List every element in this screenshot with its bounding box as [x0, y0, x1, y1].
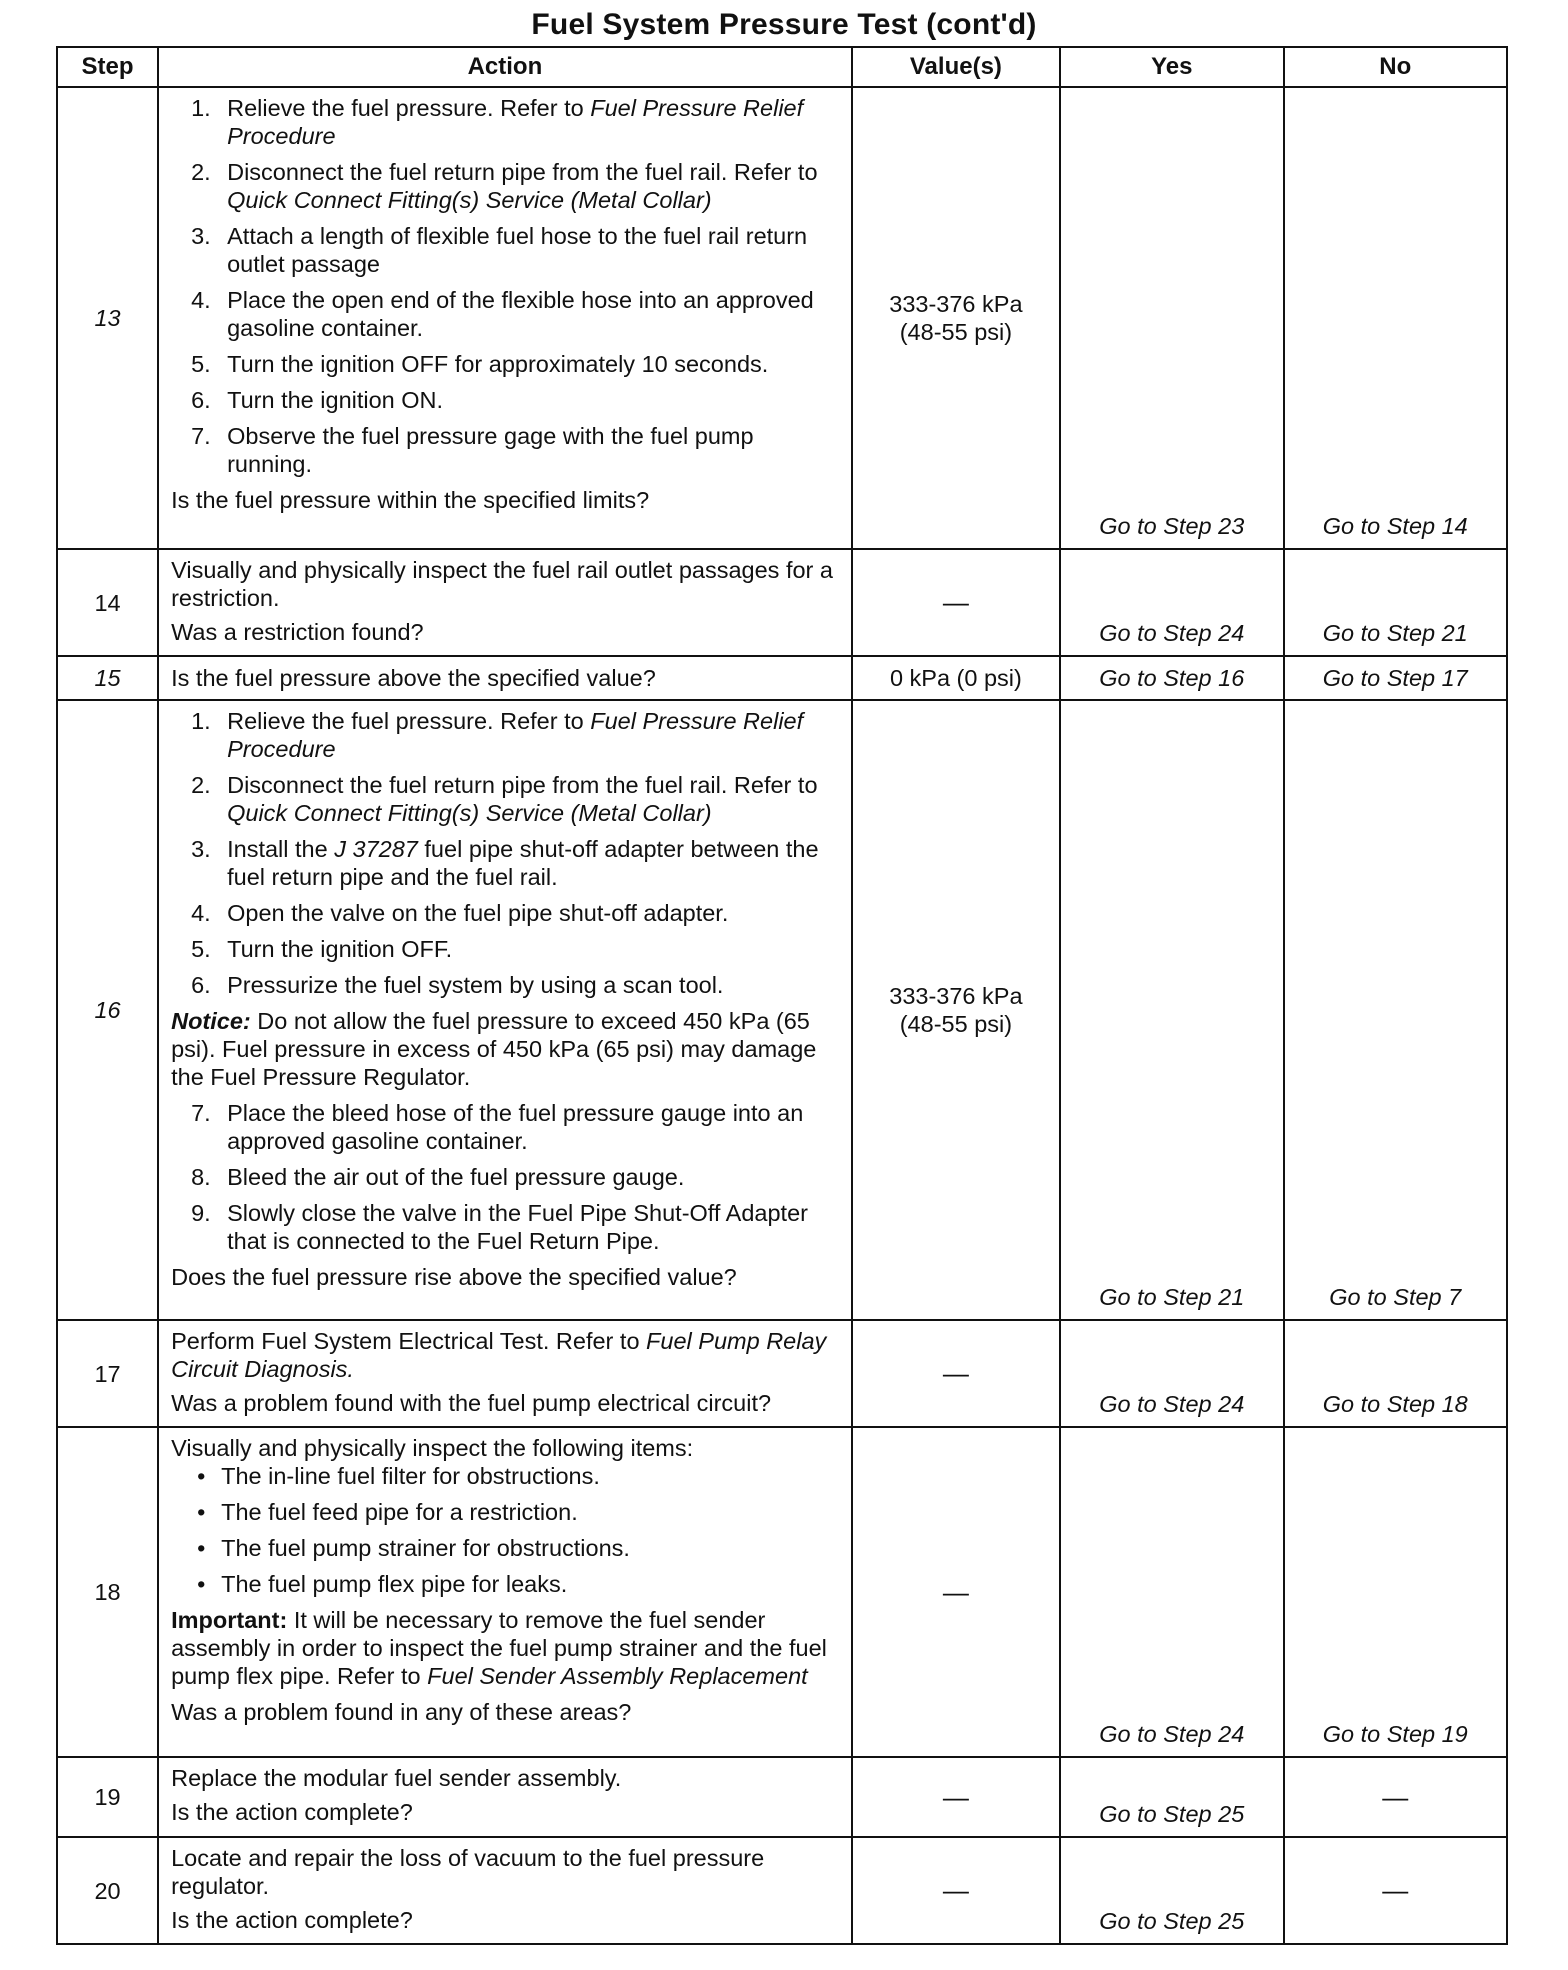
step-number: 14	[57, 549, 158, 656]
value-cell: 0 kPa (0 psi)	[852, 656, 1060, 700]
action-cell	[158, 700, 852, 1320]
yes-go-to-link[interactable]: Go to Step 23	[1060, 87, 1283, 549]
no-go-to-link[interactable]: Go to Step 7	[1284, 700, 1508, 1320]
value-cell: 333-376 kPa (48-55 psi)	[852, 700, 1060, 1320]
list-item: 4. Place the open end of the flexible hose into an approved gasoline container.	[191, 287, 814, 341]
inspection-items-list	[171, 1462, 837, 1598]
step-number: 16	[57, 700, 158, 1320]
no-go-to-link[interactable]: Go to Step 14	[1284, 87, 1508, 549]
action-cell	[158, 549, 852, 656]
table-row-step-13	[57, 87, 1507, 549]
list-item: 1. Relieve the fuel pressure. Refer to Fuel Pressure Relief Procedure	[191, 95, 804, 149]
col-header-no: No	[1284, 47, 1508, 87]
important-label: Important:	[171, 1607, 288, 1633]
action-steps-list	[171, 707, 837, 999]
instruction-text: Visually and physically inspect the fuel rail outlet passages for a restriction.	[171, 557, 833, 611]
table-row-step-15	[57, 656, 1507, 700]
question-text: Is the action complete?	[171, 1907, 413, 1933]
list-item: 2. Disconnect the fuel return pipe from the fuel rail. Refer to Quick Connect Fitting(s) Service (Metal Collar)	[191, 772, 818, 826]
list-item: 5. Turn the ignition OFF for approximately 10 seconds.	[191, 351, 769, 377]
yes-go-to-link[interactable]: Go to Step 24	[1060, 549, 1283, 656]
doc-reference-link[interactable]: Fuel Pump Relay Circuit Diagnosis.	[171, 1328, 827, 1382]
list-item: 5. Turn the ignition OFF.	[191, 936, 453, 962]
table-row-step-17	[57, 1320, 1507, 1427]
step-number: 17	[57, 1320, 158, 1427]
col-header-step: Step	[57, 47, 158, 87]
list-item: • The fuel feed pipe for a restriction.	[171, 1498, 837, 1526]
value-cell: —	[852, 549, 1060, 656]
value-cell: —	[852, 1427, 1060, 1757]
step-number: 19	[57, 1757, 158, 1837]
instruction-text: Visually and physically inspect the following items:	[171, 1435, 694, 1461]
value-cell: 333-376 kPa (48-55 psi)	[852, 87, 1060, 549]
instruction-text: Replace the modular fuel sender assembly.	[171, 1765, 622, 1791]
list-item: 2. Disconnect the fuel return pipe from the fuel rail. Refer to Quick Connect Fitting(s) Service (Metal Collar)	[191, 159, 818, 213]
table-row-step-20	[57, 1837, 1507, 1944]
no-go-to-link[interactable]: Go to Step 21	[1284, 549, 1508, 656]
action-cell	[158, 1837, 852, 1944]
important-text: Important: It will be necessary to remove the fuel sender assembly in order to inspect the fuel pump strainer and the fuel pump flex pipe. Refer to Fuel Sender Assembly Replacement	[171, 1607, 827, 1689]
yes-go-to-link[interactable]: Go to Step 24	[1060, 1320, 1283, 1427]
col-header-action: Action	[158, 47, 852, 87]
question-text: Is the fuel pressure within the specified limits?	[171, 487, 650, 513]
notice-text: Notice: Do not allow the fuel pressure to exceed 450 kPa (65 psi). Fuel pressure in excess of 450 kPa (65 psi) may damage the Fuel Pressure Regulator.	[171, 1008, 817, 1090]
doc-reference-link[interactable]: Fuel Pressure Relief Procedure	[227, 708, 804, 762]
action-steps-list	[171, 1099, 837, 1255]
no-cell: —	[1284, 1837, 1508, 1944]
action-cell	[158, 1320, 852, 1427]
table-row-step-14	[57, 549, 1507, 656]
no-cell: —	[1284, 1757, 1508, 1837]
list-item: 7. Observe the fuel pressure gage with the fuel pump running.	[191, 423, 754, 477]
no-go-to-link[interactable]: Go to Step 18	[1284, 1320, 1508, 1427]
list-item: 3. Install the J 37287 fuel pipe shut-off adapter between the fuel return pipe and the fuel rail.	[191, 836, 819, 890]
list-item: 3. Attach a length of flexible fuel hose to the fuel rail return outlet passage	[191, 223, 808, 277]
table-row-step-18	[57, 1427, 1507, 1757]
action-cell	[158, 656, 852, 700]
list-item: 6. Turn the ignition ON.	[191, 387, 444, 413]
value-cell: —	[852, 1837, 1060, 1944]
yes-go-to-link[interactable]: Go to Step 24	[1060, 1427, 1283, 1757]
action-cell	[158, 1427, 852, 1757]
list-item: 7. Place the bleed hose of the fuel pressure gauge into an approved gasoline container.	[191, 1100, 804, 1154]
value-cell: —	[852, 1757, 1060, 1837]
notice-label: Notice:	[171, 1008, 251, 1034]
doc-reference-link[interactable]: Fuel Sender Assembly Replacement	[427, 1663, 808, 1689]
action-steps-list	[171, 94, 837, 478]
no-go-to-link[interactable]: Go to Step 17	[1284, 656, 1508, 700]
yes-go-to-link[interactable]: Go to Step 25	[1060, 1757, 1283, 1837]
doc-reference-link[interactable]: Fuel Pressure Relief Procedure	[227, 95, 804, 149]
step-number: 15	[57, 656, 158, 700]
diagnostic-table	[56, 46, 1508, 1945]
list-item: • The in-line fuel filter for obstructions.	[171, 1462, 837, 1490]
list-item: 9. Slowly close the valve in the Fuel Pipe Shut-Off Adapter that is connected to the Fuel Return Pipe.	[191, 1200, 808, 1254]
doc-reference-link[interactable]: Quick Connect Fitting(s) Service (Metal Collar)	[227, 800, 712, 826]
step-number: 18	[57, 1427, 158, 1757]
yes-go-to-link[interactable]: Go to Step 25	[1060, 1837, 1283, 1944]
question-text: Is the fuel pressure above the specified value?	[171, 665, 656, 691]
value-cell: —	[852, 1320, 1060, 1427]
col-header-yes: Yes	[1060, 47, 1283, 87]
question-text: Was a problem found in any of these areas?	[171, 1699, 632, 1725]
question-text: Was a problem found with the fuel pump electrical circuit?	[171, 1390, 772, 1416]
no-go-to-link[interactable]: Go to Step 19	[1284, 1427, 1508, 1757]
list-item: 8. Bleed the air out of the fuel pressure gauge.	[191, 1164, 685, 1190]
question-text: Does the fuel pressure rise above the specified value?	[171, 1264, 737, 1290]
col-header-values: Value(s)	[852, 47, 1060, 87]
list-item: • The fuel pump flex pipe for leaks.	[171, 1570, 837, 1598]
list-item: • The fuel pump strainer for obstructions.	[171, 1534, 837, 1562]
table-row-step-19	[57, 1757, 1507, 1837]
table-row-step-16	[57, 700, 1507, 1320]
action-cell	[158, 1757, 852, 1837]
question-text: Is the action complete?	[171, 1799, 413, 1825]
question-text: Was a restriction found?	[171, 619, 424, 645]
instruction-text: Perform Fuel System Electrical Test. Refer to Fuel Pump Relay Circuit Diagnosis.	[171, 1328, 827, 1382]
step-number: 20	[57, 1837, 158, 1944]
list-item: 6. Pressurize the fuel system by using a scan tool.	[191, 972, 724, 998]
yes-go-to-link[interactable]: Go to Step 16	[1060, 656, 1283, 700]
step-number: 13	[57, 87, 158, 549]
list-item: 1. Relieve the fuel pressure. Refer to Fuel Pressure Relief Procedure	[191, 708, 804, 762]
action-cell	[158, 87, 852, 549]
yes-go-to-link[interactable]: Go to Step 21	[1060, 700, 1283, 1320]
page-title: Fuel System Pressure Test (cont'd)	[531, 8, 1037, 41]
header-row	[57, 47, 1507, 87]
instruction-text: Locate and repair the loss of vacuum to the fuel pressure regulator.	[171, 1845, 765, 1899]
list-item: 4. Open the valve on the fuel pipe shut-off adapter.	[191, 900, 729, 926]
tool-reference-link[interactable]: J 37287	[334, 836, 418, 862]
doc-reference-link[interactable]: Quick Connect Fitting(s) Service (Metal Collar)	[227, 187, 712, 213]
